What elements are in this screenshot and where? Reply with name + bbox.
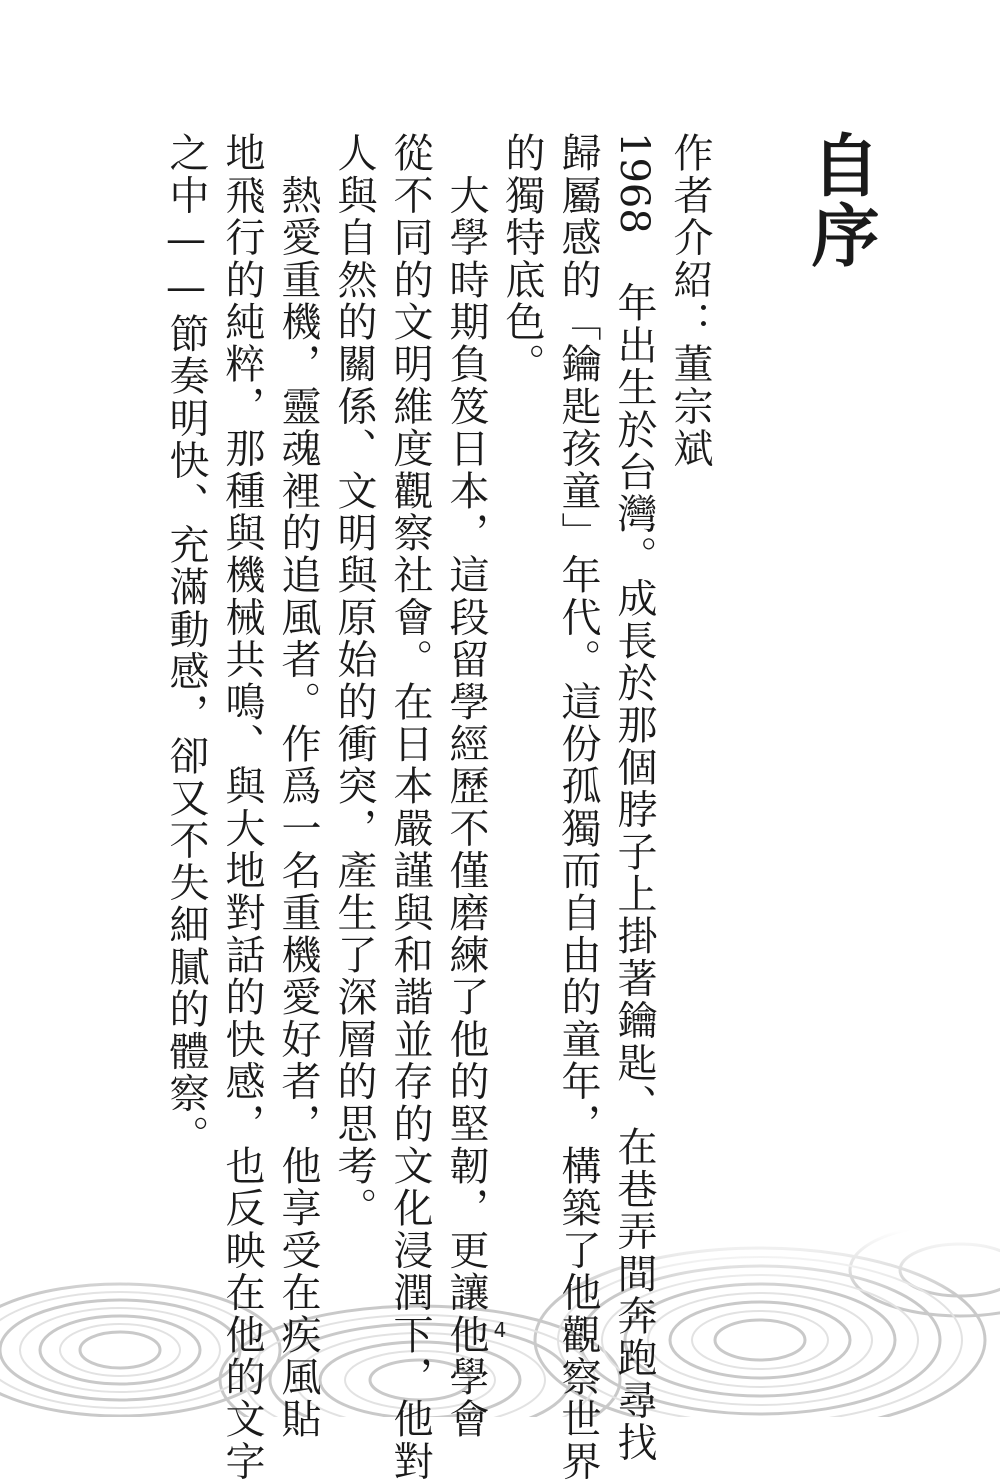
author-line: 作者介紹：董宗斌 [667, 132, 713, 470]
text-column-4: 大學時期負笈日本，這段留學經歷不僅磨練了他的堅韌，更讓他學會 [443, 132, 489, 1441]
text-column-8: 地飛行的純粹，那種與機械共鳴、與大地對話的快感，也反映在他的文字 [219, 132, 265, 1482]
text-column-5: 從不同的文明維度觀察社會。在日本嚴謹與和諧並存的文化浸潤下，他對 [387, 132, 433, 1482]
text-column-1 [606, 132, 662, 1464]
birth-year: 1968 [611, 132, 657, 234]
text-column-1-body: 年出生於台灣。成長於那個脖子上掛著鑰匙、在巷弄間奔跑尋找 [611, 233, 657, 1464]
text-column-2: 歸屬感的「鑰匙孩童」年代。這份孤獨而自由的童年，構築了他觀察世界 [555, 132, 601, 1482]
text-column-7: 熱愛重機，靈魂裡的追風者。作爲一名重機愛好者，他享受在疾風貼 [275, 132, 321, 1441]
page-title: 自序 [800, 130, 880, 270]
text-column-6: 人與自然的關係、文明與原始的衝突，產生了深層的思考。 [331, 132, 377, 1230]
text-column-9: 之中——節奏明快、充滿動感，卻又不失細膩的體察。 [163, 132, 209, 1157]
page-number: 4 [493, 1318, 507, 1342]
text-column-3: 的獨特底色。 [499, 132, 545, 386]
